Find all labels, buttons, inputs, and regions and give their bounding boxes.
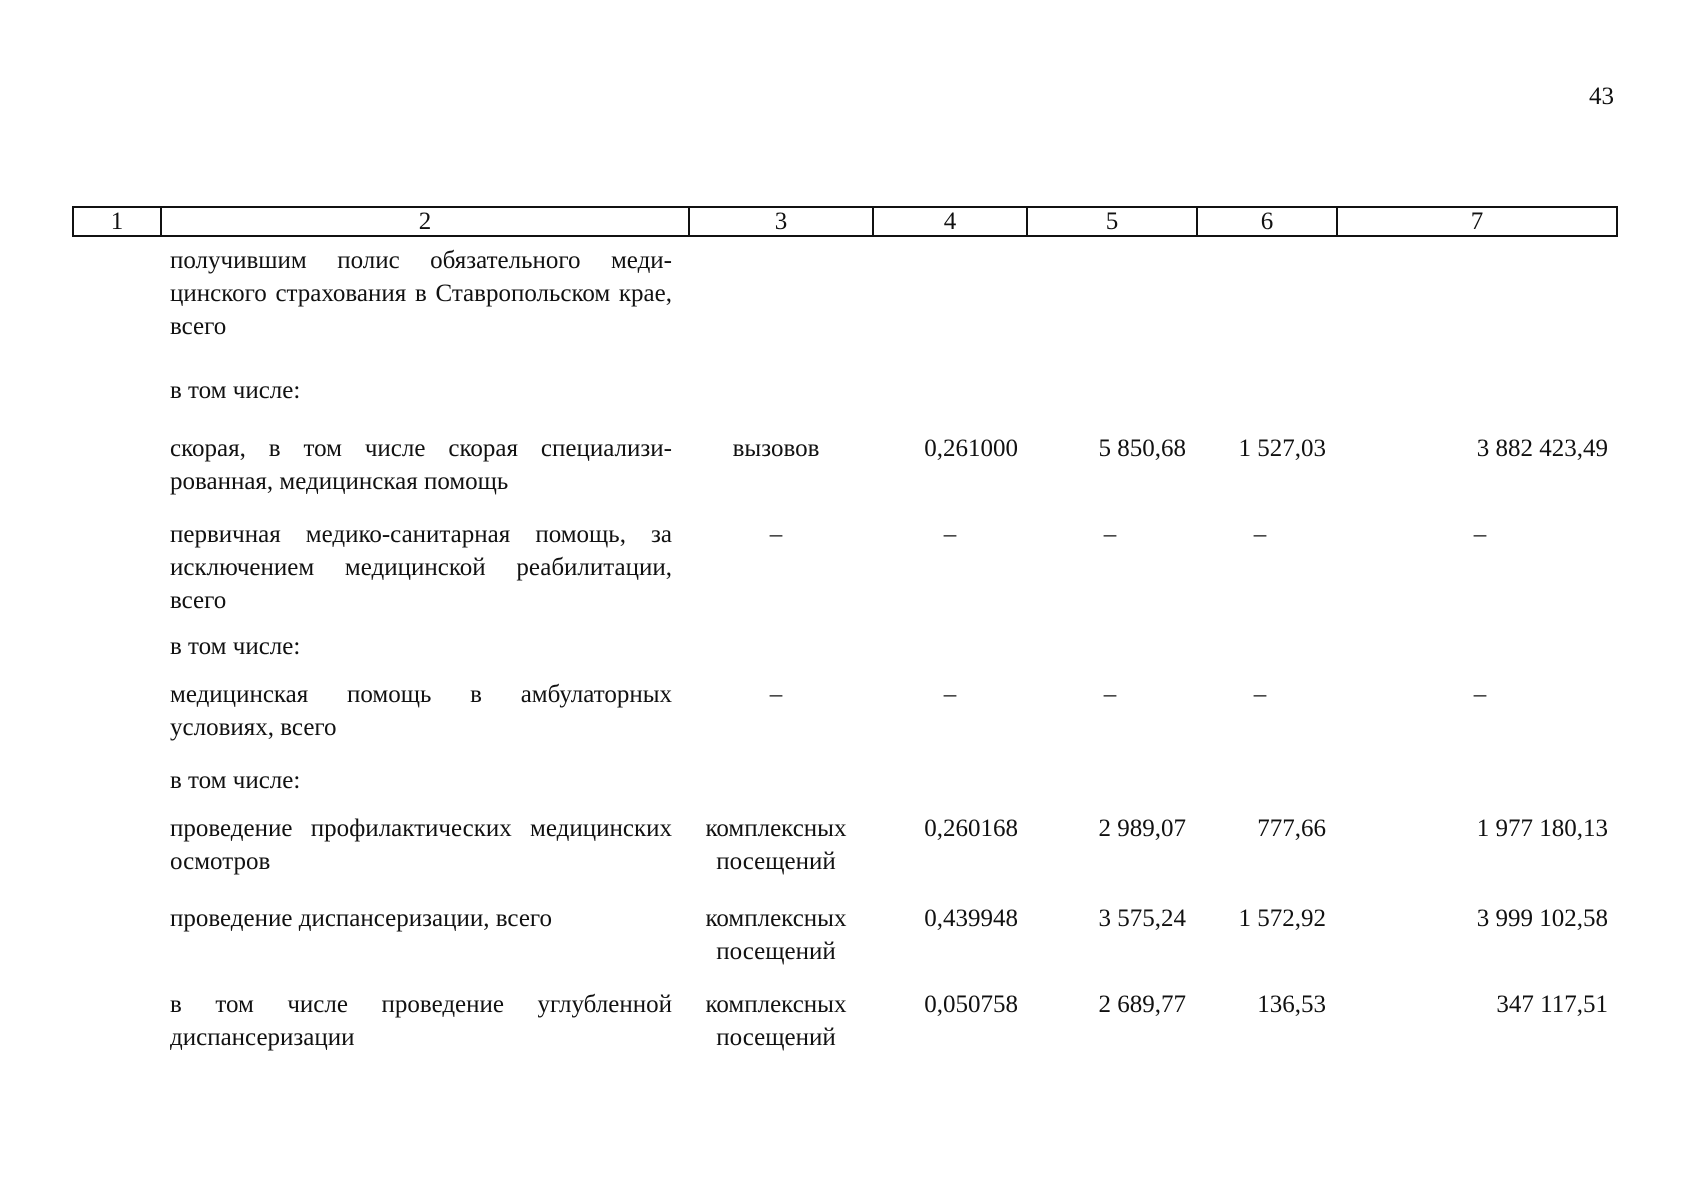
row-unit: комплексных посещений	[705, 991, 847, 1051]
column-header-7: 7	[1470, 208, 1484, 235]
page-number: 43	[1589, 83, 1614, 110]
row-value-6: 777,66	[1257, 815, 1326, 842]
table-header-row	[72, 206, 1618, 237]
row-description: получившим полис обязательного медицинского страхования в Ставропольском крае, всего	[170, 247, 672, 340]
row-value-7: 347 117,51	[1496, 991, 1608, 1018]
row-value-6: –	[1253, 681, 1267, 708]
row-description: скорая, в том числе скорая специализированная, медицинская помощь	[170, 435, 672, 495]
row-description: в том числе:	[170, 377, 301, 404]
column-header-4: 4	[874, 208, 1028, 235]
row-description: первичная медико-санитарная помощь, за исключением медицинской реабилитации, всего	[170, 521, 672, 614]
row-value-7: 3 882 423,49	[1476, 435, 1608, 462]
row-value-5: –	[1103, 521, 1117, 548]
column-header-5: 5	[1028, 208, 1198, 235]
row-description: в том числе:	[170, 767, 301, 794]
row-value-5: 5 850,68	[1098, 435, 1186, 462]
row-value-7: 1 977 180,13	[1476, 815, 1608, 842]
row-value-4: –	[943, 521, 957, 548]
column-header-3: 3	[690, 208, 874, 235]
row-unit: вызовов	[732, 435, 820, 462]
row-value-5: 2 689,77	[1098, 991, 1186, 1018]
row-value-4: –	[943, 681, 957, 708]
row-unit: комплексных посещений	[705, 815, 847, 875]
row-description: в том числе:	[170, 633, 301, 660]
row-value-5: –	[1103, 681, 1117, 708]
row-value-6: 1 527,03	[1238, 435, 1326, 462]
row-unit: комплексных посещений	[705, 905, 847, 965]
row-description: проведение профилактических медицинских осмотров	[170, 815, 672, 875]
column-header-2: 2	[162, 208, 690, 235]
row-value-4: 0,260168	[924, 815, 1018, 842]
row-value-6: 136,53	[1257, 991, 1326, 1018]
row-value-6: 1 572,92	[1238, 905, 1326, 932]
row-value-4: 0,261000	[924, 435, 1018, 462]
row-value-7: –	[1473, 521, 1487, 548]
column-header-1: 1	[74, 208, 162, 235]
row-value-7: –	[1473, 681, 1487, 708]
row-description: проведение диспансеризации, всего	[170, 905, 553, 932]
row-description: медицинская помощь в амбулаторных условиях, всего	[170, 681, 672, 741]
row-value-5: 3 575,24	[1098, 905, 1186, 932]
column-header-6: 6	[1198, 208, 1338, 235]
row-value-7: 3 999 102,58	[1476, 905, 1608, 932]
row-value-6: –	[1253, 521, 1267, 548]
row-unit: –	[769, 521, 783, 548]
row-unit: –	[769, 681, 783, 708]
row-value-5: 2 989,07	[1098, 815, 1186, 842]
row-description: в том числе проведение углубленной диспансеризации	[170, 991, 672, 1051]
row-value-4: 0,439948	[924, 905, 1018, 932]
row-value-4: 0,050758	[924, 991, 1018, 1018]
